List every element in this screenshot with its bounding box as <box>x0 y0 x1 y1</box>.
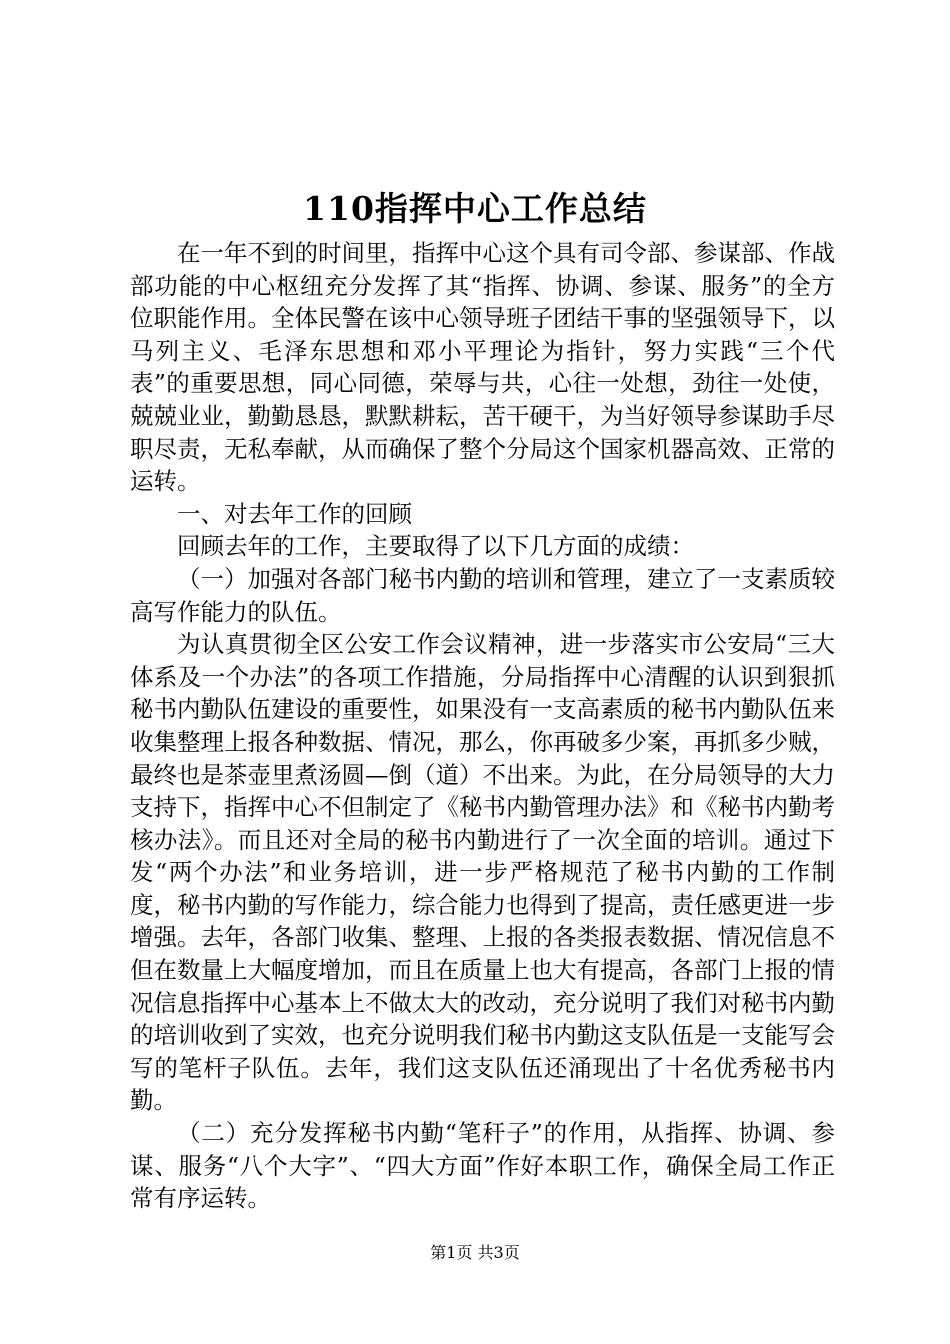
subsection-heading-1: （一）加强对各部门秘书内勤的培训和管理，建立了一支素质较高写作能力的队伍。 <box>130 564 835 626</box>
paragraph-training: 为认真贯彻全区公安工作会议精神，进一步落实市公安局“三大体系及一个办法”的各项工作措施，分局指挥中心清醒的认识到狠抓秘书内勤队伍建设的重要性，如果没有一支高素质的秘书内勤队伍来收集整理上报各种数据、情况，那么，你再破多少案，再抓多少贼，最终也是茶壶里煮汤圆—倒（道）不出来。为此，在分局领导的大力支持下，指挥中心不但制定了《秘书内勤管理办法》和《秘书内勤考核办法》。而且还对全局的秘书内勤进行了一次全面的培训。通过下发“两个办法”和业务培训，进一步严格规范了秘书内勤的工作制度，秘书内勤的写作能力，综合能力也得到了提高，责任感更进一步增强。去年，各部门收集、整理、上报的各类报表数据、情况信息不但在数量上大幅度增加，而且在质量上也大有提高，各部门上报的情况信息指挥中心基本上不做太大的改动，充分说明了我们对秘书内勤的培训收到了实效，也充分说明我们秘书内勤这支队伍是一支能写会写的笔杆子队伍。去年，我们这支队伍还涌现出了十名优秀秘书内勤。 <box>130 630 835 1115</box>
subsection-heading-2: （二）充分发挥秘书内勤“笔秆子”的作用，从指挥、协调、参谋、服务“八个大字”、“四大方面”作好本职工作，确保全局工作正常有序运转。 <box>130 1119 835 1213</box>
section-heading-review: 一、对去年工作的回顾 <box>177 499 412 528</box>
page-title: 110指挥中心工作总结 <box>303 189 647 228</box>
page-number: 第1页 共3页 <box>430 1243 520 1262</box>
paragraph-review-summary: 回顾去年的工作，主要取得了以下几方面的成绩： <box>177 532 694 561</box>
page-footer <box>0 1242 950 1264</box>
paragraph-intro: 在一年不到的时间里，指挥中心这个具有司令部、参谋部、作战部功能的中心枢纽充分发挥了其“指挥、协调、参谋、服务”的全方位职能作用。全体民警在该中心领导班子团结干事的坚强领导下，以马列主义、毛泽东思想和邓小平理论为指针，努力实践“三个代表”的重要思想，同心同德，荣辱与共，心往一处想，劲往一处使，兢兢业业，勤勤恳恳，默默耕耘，苦干硬干，为当好领导参谋助手尽职尽责，无私奉献，从而确保了整个分局这个国家机器高效、正常的运转。 <box>130 239 835 496</box>
document-body <box>130 237 835 1215</box>
